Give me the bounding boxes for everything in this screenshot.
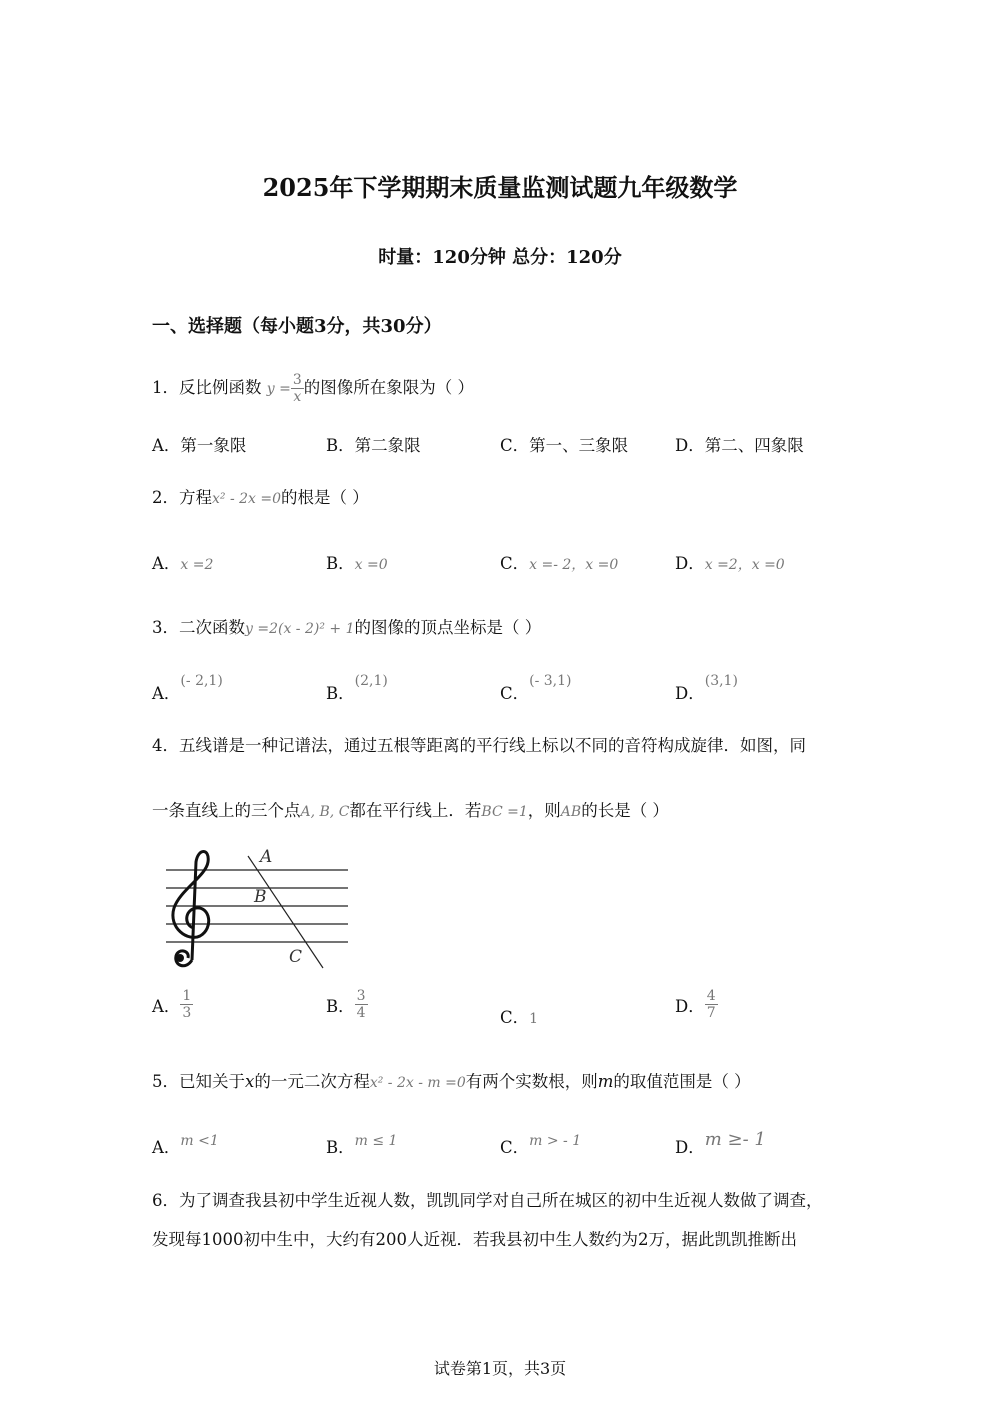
option-label: D．: [675, 1138, 705, 1157]
question-text: 的一元二次方程: [254, 1072, 370, 1091]
option-text: m ≥- 1: [704, 1129, 766, 1150]
question-text: 已知关于: [179, 1072, 245, 1091]
option-text: (3,1): [704, 673, 738, 689]
option-text: 1: [529, 1011, 539, 1027]
question-text: 一条直线上的三个点: [152, 801, 301, 820]
question-number: 1．: [152, 378, 179, 397]
question-1: [152, 372, 474, 405]
question-2: [152, 484, 369, 508]
fraction-denominator: 3: [182, 1005, 192, 1021]
point-label-c: C: [289, 947, 303, 967]
option-d: [675, 1129, 766, 1158]
formula: BC =1: [481, 804, 528, 820]
question-number: 6．: [152, 1191, 179, 1210]
fraction-numerator: 3: [356, 988, 366, 1004]
option-b: [326, 673, 388, 704]
question-text: 有两个实数根，则: [465, 1072, 598, 1091]
formula: x² - 2x =0: [212, 491, 282, 507]
question-text: 反比例函数: [179, 378, 262, 397]
question-text: 都在平行线上．若: [349, 801, 482, 820]
point-label-a: A: [260, 847, 273, 867]
formula: A, B, C: [300, 804, 350, 820]
option-label: A．: [152, 1138, 181, 1157]
option-b: [326, 988, 368, 1021]
question-text: 的图像所在象限为（ ）: [303, 378, 475, 397]
exam-title: 2025年下学期期末质量监测试题九年级数学: [262, 173, 738, 202]
fraction: [291, 372, 304, 405]
option-b: [326, 550, 388, 574]
option-d: [675, 988, 718, 1021]
formula: y =2(x - 2)² + 1: [245, 621, 355, 637]
fraction-numerator: 3: [292, 372, 302, 388]
option-label: B．: [326, 554, 355, 573]
option-text: 第二、四象限: [704, 436, 804, 455]
question-text: 二次函数: [179, 618, 245, 637]
question-6-line2: [152, 1226, 797, 1250]
page-footer: 试卷第1页，共3页: [433, 1359, 567, 1378]
option-label: C．: [500, 436, 530, 455]
option-a: [152, 550, 213, 574]
fraction-denominator: x: [291, 388, 304, 405]
question-text: 方程: [179, 488, 212, 507]
option-text: x =- 2，x =0: [529, 557, 619, 573]
option-label: A．: [152, 684, 181, 703]
option-text: x =2: [180, 557, 214, 573]
question-text: 的图像的顶点坐标是（ ）: [354, 618, 542, 637]
option-text: (- 3,1): [529, 673, 572, 689]
option-b: [326, 432, 421, 456]
question-number: 2．: [152, 488, 179, 507]
treble-clef-icon: [173, 852, 209, 966]
exam-subtitle: 时量：120分钟 总分：120分: [378, 247, 622, 268]
formula: AB: [560, 804, 582, 820]
option-label: A．: [152, 436, 181, 455]
option-label: D．: [675, 997, 705, 1016]
question-4-line2: [152, 797, 669, 821]
option-text: (2,1): [354, 673, 388, 689]
option-label: D．: [675, 684, 705, 703]
fraction-numerator: 4: [706, 988, 716, 1004]
option-label: C．: [500, 1138, 530, 1157]
option-label: C．: [500, 684, 530, 703]
option-b: [326, 1134, 397, 1158]
option-c: [500, 1134, 581, 1158]
question-number: 4．: [152, 736, 179, 755]
option-c: [500, 1004, 538, 1028]
question-text: 发现每1000初中生中，大约有200人近视．若我县初中生人数约为2万，据此凯凯推断出: [152, 1230, 797, 1249]
option-a: [152, 673, 223, 704]
option-a: [152, 988, 193, 1021]
variable: m: [597, 1072, 614, 1091]
question-5: [152, 1068, 751, 1092]
fraction-denominator: 7: [706, 1005, 716, 1021]
fraction: [180, 988, 193, 1021]
point-label-b: B: [254, 887, 267, 907]
question-6: [152, 1187, 823, 1211]
option-c: [500, 550, 618, 574]
question-4: [152, 732, 806, 756]
option-label: B．: [326, 436, 355, 455]
fraction: [355, 988, 368, 1021]
question-text: 的根是（ ）: [281, 488, 369, 507]
question-number: 5．: [152, 1072, 179, 1091]
option-c: [500, 673, 572, 704]
option-label: B．: [326, 1138, 355, 1157]
option-text: m ≤ 1: [354, 1133, 398, 1149]
question-text: ，则: [527, 801, 561, 820]
fraction-denominator: 4: [356, 1005, 366, 1021]
option-label: D．: [675, 554, 705, 573]
music-staff-figure: [160, 842, 360, 974]
section-heading: 一、选择题（每小题3分，共30分）: [152, 316, 442, 337]
option-a: [152, 1134, 219, 1158]
formula: x² - 2x - m =0: [369, 1075, 466, 1091]
question-3: [152, 614, 541, 638]
question-text: 的长是（ ）: [581, 801, 669, 820]
option-d: [675, 432, 804, 456]
question-text: 的取值范围是（ ）: [613, 1072, 751, 1091]
fraction-numerator: 1: [182, 988, 192, 1004]
option-label: C．: [500, 554, 530, 573]
option-label: C．: [500, 1008, 530, 1027]
formula: y =: [266, 381, 291, 397]
option-label: A．: [152, 997, 181, 1016]
option-a: [152, 432, 246, 456]
option-text: 第一象限: [180, 436, 247, 455]
option-text: x =2，x =0: [704, 557, 785, 573]
option-text: 第二象限: [354, 436, 421, 455]
question-text: 为了调查我县初中学生近视人数，凯凯同学对自己所在城区的初中生近视人数做了调查，: [179, 1191, 823, 1210]
option-label: A．: [152, 554, 181, 573]
option-label: B．: [326, 997, 355, 1016]
option-label: D．: [675, 436, 705, 455]
option-text: m <1: [180, 1133, 219, 1149]
option-text: (- 2,1): [180, 673, 223, 689]
option-c: [500, 432, 628, 456]
question-number: 3．: [152, 618, 179, 637]
option-d: [675, 673, 738, 704]
option-text: 第一、三象限: [529, 436, 629, 455]
variable: x: [245, 1072, 255, 1091]
option-text: m > - 1: [529, 1133, 582, 1149]
question-text: 五线谱是一种记谱法，通过五根等距离的平行线上标以不同的音符构成旋律．如图，同: [179, 736, 806, 755]
option-d: [675, 550, 785, 574]
option-text: x =0: [354, 557, 388, 573]
fraction: [705, 988, 718, 1021]
option-label: B．: [326, 684, 355, 703]
